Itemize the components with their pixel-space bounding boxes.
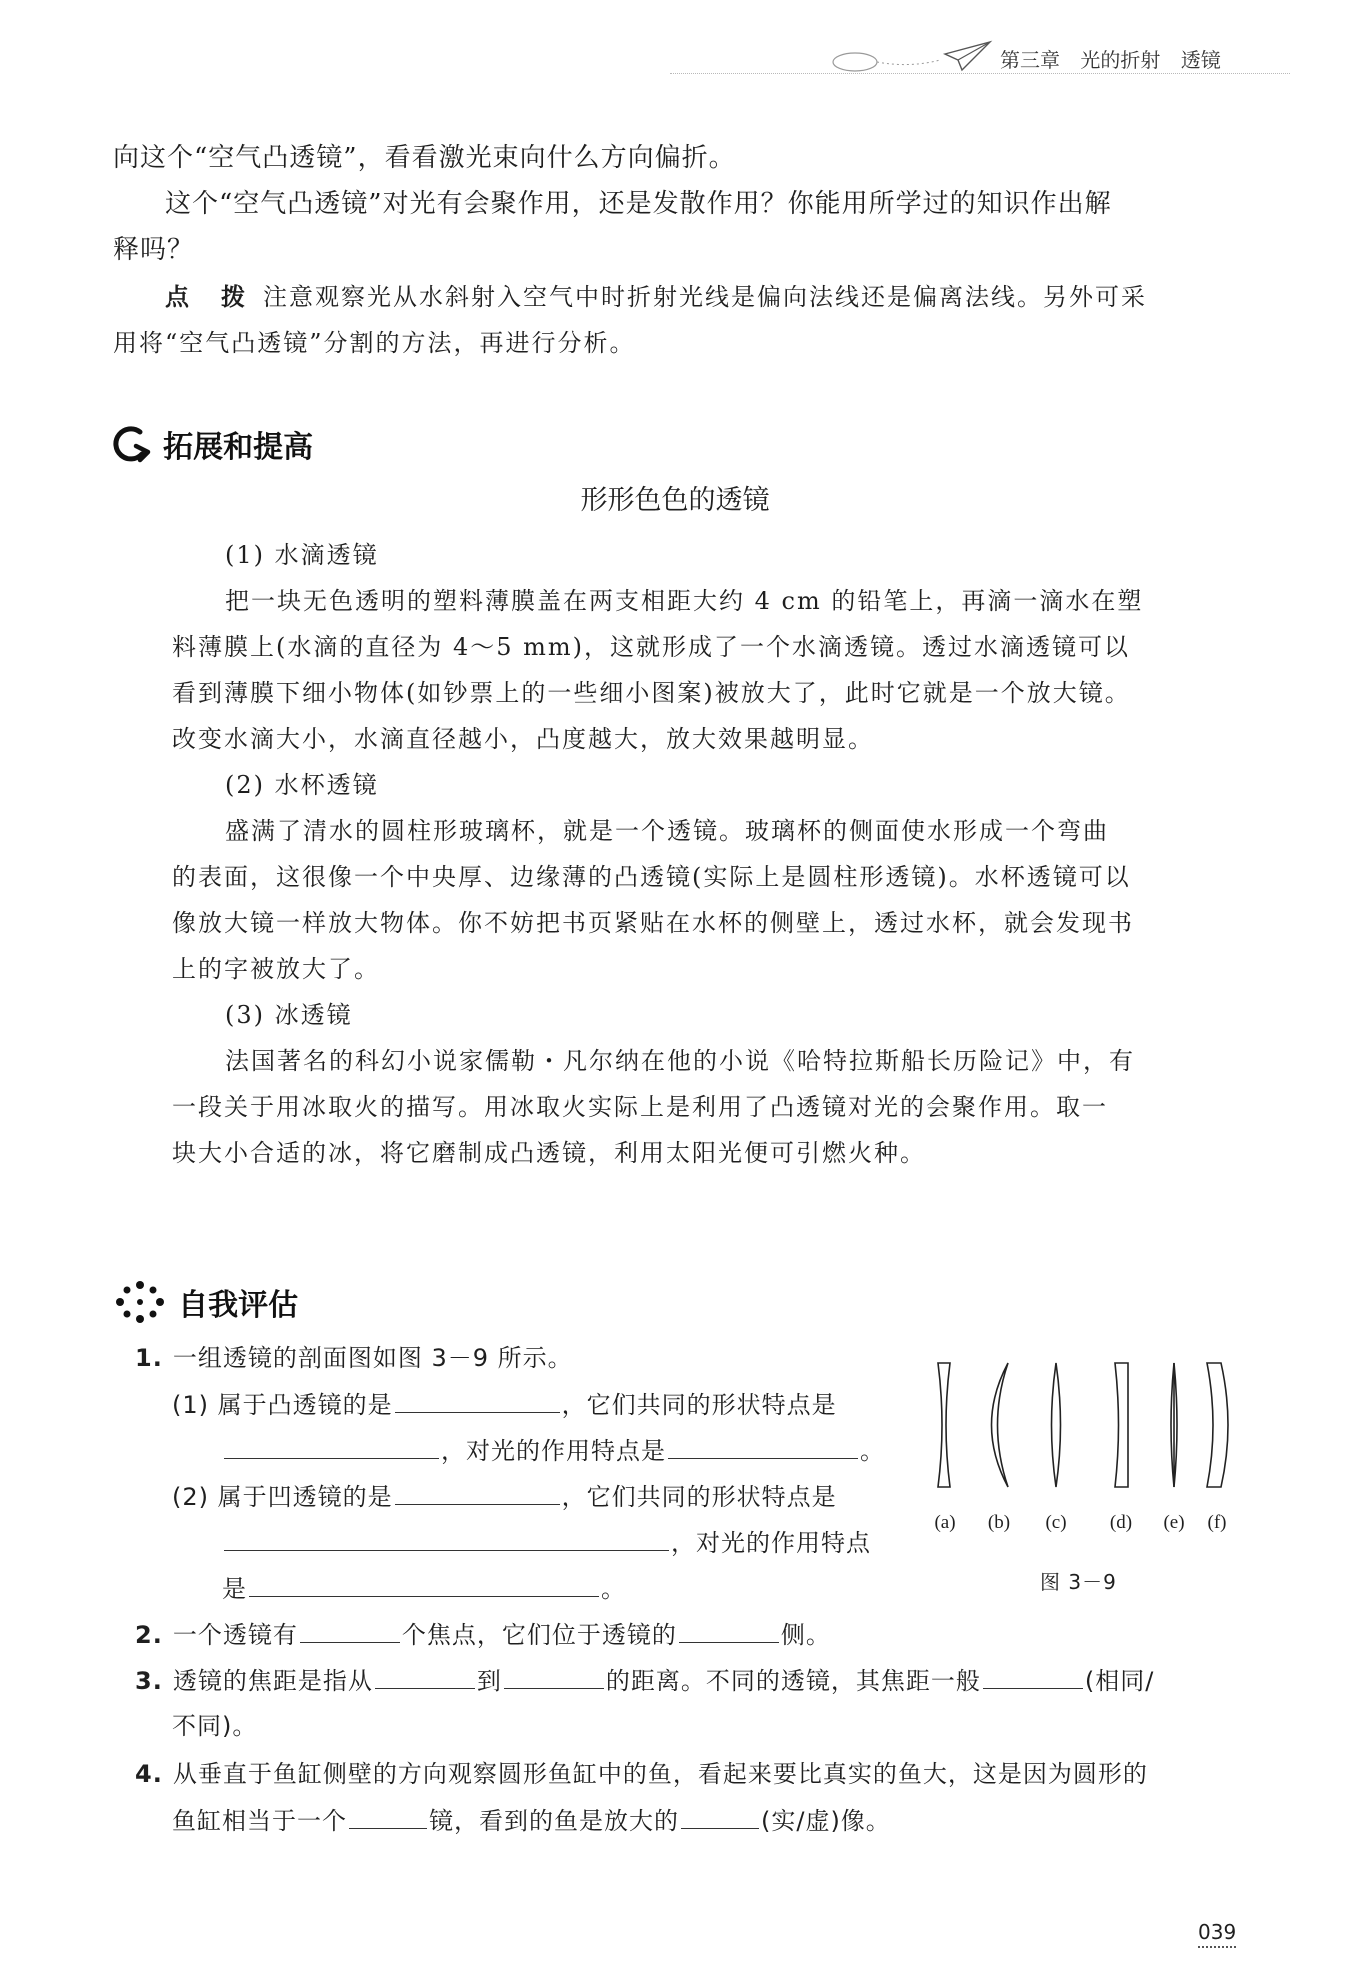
question-text: 鱼缸相当于一个 (172, 1807, 347, 1835)
lens-b (992, 1363, 1009, 1487)
lens-label-a: (a) (934, 1512, 956, 1533)
question-4-line1 (135, 1752, 1148, 1796)
answer-blank[interactable] (395, 1382, 560, 1413)
text-line: 料薄膜上(水滴的直径为 4～5 mm)，这就形成了一个水滴透镜。透过水滴透镜可以 (172, 633, 1131, 661)
lens-f (1207, 1363, 1228, 1487)
hint-text: 注意观察光从水斜射入空气中时折射光线是偏向法线还是偏离法线。另外可采 (263, 283, 1147, 311)
answer-blank[interactable] (249, 1566, 599, 1597)
question-text: ，它们共同的形状特点是 (561, 1391, 837, 1419)
text-line: 上的字被放大了。 (172, 955, 380, 983)
paper-plane-icon (830, 36, 1000, 84)
answer-blank[interactable] (679, 1612, 779, 1643)
self-eval-section-header (115, 1280, 298, 1324)
question-1a-line1 (172, 1382, 837, 1427)
section-title-self-eval: 自我评估 (178, 1288, 299, 1323)
answer-blank[interactable] (224, 1520, 669, 1551)
lens-c (1052, 1363, 1061, 1487)
lens-label-e: (e) (1163, 1512, 1185, 1533)
answer-blank[interactable] (395, 1474, 560, 1505)
question-text: (相同/ (1084, 1667, 1155, 1695)
lens-label-c: (c) (1045, 1512, 1067, 1533)
answer-blank[interactable] (504, 1658, 604, 1689)
answer-blank[interactable] (668, 1428, 858, 1459)
question-number: 4. (135, 1760, 163, 1788)
question-1b-line3 (222, 1566, 626, 1611)
hint-label: 点 拨 (165, 283, 249, 311)
header-rule (670, 73, 1290, 74)
question-text: 到 (476, 1667, 502, 1695)
question-1-stem (135, 1336, 573, 1380)
question-text: (2) 属于凹透镜的是 (172, 1483, 393, 1511)
lens-figure (925, 1355, 1255, 1515)
question-text: 。 (601, 1575, 626, 1603)
question-text: ，对光的作用特点是 (441, 1437, 666, 1465)
text-line: 这个“空气凸透镜”对光有会聚作用，还是发散作用？你能用所学过的知识作出解 (165, 189, 1112, 219)
question-text: 是 (222, 1575, 247, 1603)
question-text: 镜，看到的鱼是放大的 (429, 1807, 679, 1835)
text-line: 释吗？ (113, 235, 195, 265)
answer-blank[interactable] (375, 1658, 475, 1689)
answer-blank[interactable] (349, 1798, 427, 1829)
text-line: 像放大镜一样放大物体。你不妨把书页紧贴在水杯的侧壁上，透过水杯，就会发现书 (172, 909, 1134, 937)
question-text: 的距离。不同的透镜，其焦距一般 (605, 1667, 981, 1695)
question-number: 3. (135, 1667, 163, 1695)
figure-caption: 图 3－9 (1040, 1570, 1117, 1594)
question-1b-line1 (172, 1474, 837, 1519)
header-decoration (830, 36, 1000, 88)
text-line: 把一块无色透明的塑料薄膜盖在两支相距大约 4 cm 的铅笔上，再滴一滴水在塑 (225, 587, 1144, 615)
header-topic: 透镜 (1180, 48, 1221, 72)
answer-blank[interactable] (983, 1658, 1083, 1689)
question-text: 侧。 (780, 1621, 831, 1649)
page-number: 039 (1198, 1920, 1236, 1948)
section-title-extension: 拓展和提高 (163, 430, 314, 465)
subheading: (3) 冰透镜 (225, 1001, 353, 1029)
lens-e (1174, 1363, 1177, 1487)
dots-icon (115, 1280, 165, 1324)
text-line: 一段关于用冰取火的描写。用冰取火实际上是利用了凸透镜对光的会聚作用。取一 (172, 1093, 1108, 1121)
question-text: 。 (860, 1437, 885, 1465)
question-4-line2 (172, 1798, 891, 1843)
question-text: ，它们共同的形状特点是 (561, 1483, 837, 1511)
running-header (1000, 44, 1300, 73)
question-text: 个焦点，它们位于透镜的 (401, 1621, 677, 1649)
question-number: 1. (135, 1344, 163, 1372)
question-3-line2: 不同)。 (172, 1712, 258, 1740)
answer-blank[interactable] (681, 1798, 759, 1829)
question-text: 一个透镜有 (172, 1621, 298, 1649)
subheading: (1) 水滴透镜 (225, 541, 379, 569)
lens-label-f: (f) (1207, 1512, 1227, 1533)
question-3-line1 (135, 1658, 1154, 1703)
lens-cross-sections (925, 1355, 1255, 1515)
question-2 (135, 1612, 831, 1657)
lens-label-b: (b) (987, 1512, 1011, 1533)
subheading: (2) 水杯透镜 (225, 771, 379, 799)
hint-paragraph (165, 274, 1147, 320)
question-text: (实/虚)像。 (761, 1807, 891, 1835)
question-1a-line2 (222, 1428, 885, 1473)
question-number: 2. (135, 1621, 163, 1649)
question-text: 从垂直于鱼缸侧壁的方向观察圆形鱼缸中的鱼，看起来要比真实的鱼大，这是因为圆形的 (172, 1760, 1148, 1788)
circular-arrow-icon (110, 424, 154, 464)
extension-section-header (110, 422, 313, 466)
text-line: 盛满了清水的圆柱形玻璃杯，就是一个透镜。玻璃杯的侧面使水形成一个弯曲 (225, 817, 1109, 845)
text-line: 看到薄膜下细小物体(如钞票上的一些细小图案)被放大了，此时它就是一个放大镜。 (172, 679, 1131, 707)
lens-labels (925, 1512, 1255, 1542)
article-title: 形形色色的透镜 (580, 485, 770, 516)
question-text: (1) 属于凸透镜的是 (172, 1391, 393, 1419)
lens-a (938, 1363, 950, 1487)
header-section: 光的折射 (1080, 48, 1161, 72)
question-1b-line2 (222, 1520, 871, 1565)
question-text: 透镜的焦距是指从 (172, 1667, 373, 1695)
question-text: 一组透镜的剖面图如图 3－9 所示。 (172, 1344, 573, 1372)
text-line: 法国著名的科幻小说家儒勒・凡尔纳在他的小说《哈特拉斯船长历险记》中，有 (225, 1047, 1135, 1075)
text-line: 用将“空气凸透镜”分割的方法，再进行分析。 (113, 329, 636, 357)
answer-blank[interactable] (300, 1612, 400, 1643)
text-line: 向这个“空气凸透镜”，看看激光束向什么方向偏折。 (113, 143, 736, 173)
lens-label-d: (d) (1109, 1512, 1133, 1533)
header-chapter: 第三章 (1000, 48, 1060, 72)
answer-blank[interactable] (224, 1428, 439, 1459)
lens-d (1115, 1363, 1128, 1487)
text-line: 块大小合适的冰，将它磨制成凸透镜，利用太阳光便可引燃火种。 (172, 1139, 926, 1167)
text-line: 的表面，这很像一个中央厚、边缘薄的凸透镜(实际上是圆柱形透镜)。水杯透镜可以 (172, 863, 1131, 891)
text-line: 改变水滴大小，水滴直径越小，凸度越大，放大效果越明显。 (172, 725, 874, 753)
question-text: ，对光的作用特点 (671, 1529, 871, 1557)
